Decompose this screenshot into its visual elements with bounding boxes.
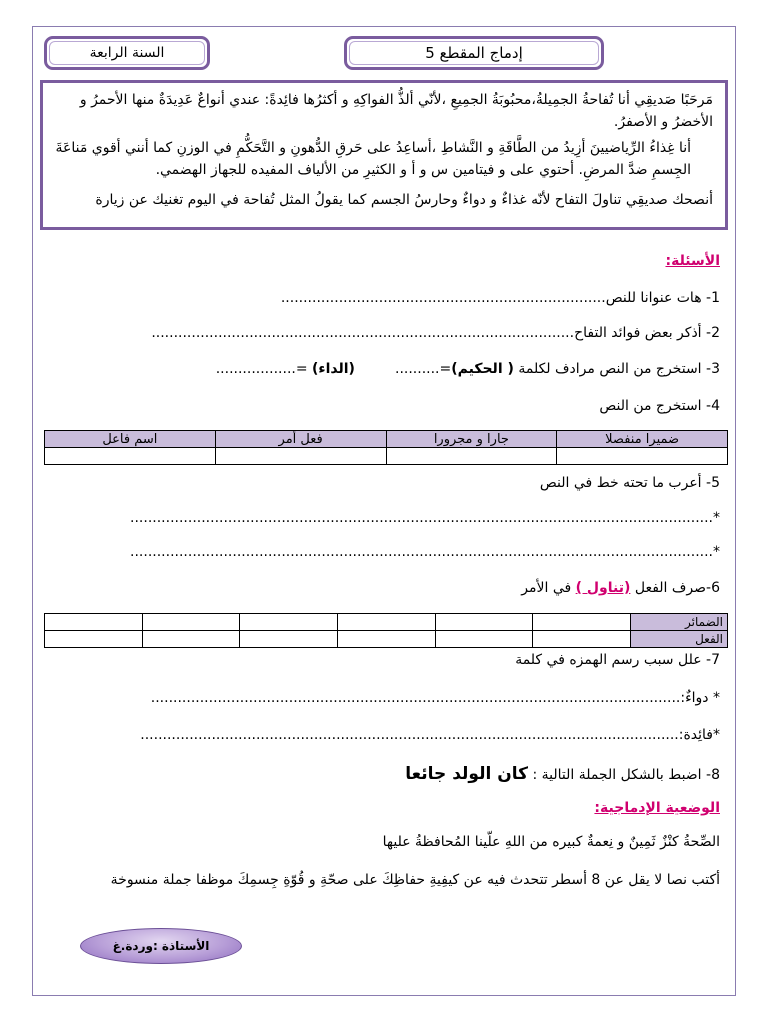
reading-text (40, 80, 728, 230)
q5-answer-line-2: *................................................................................................................................... (130, 544, 720, 560)
q8-prefix: 8- اضبط بالشكل الجملة التالية : (532, 767, 720, 783)
teacher-badge (80, 928, 242, 964)
table-row (45, 614, 728, 631)
conjugation-table (44, 613, 728, 648)
answer-cell[interactable] (215, 448, 386, 465)
title-box (344, 36, 604, 70)
q7-answer-line-2: *فائِدة:......................................................................................................................... (140, 727, 720, 743)
questions-heading: الأسئلة: (665, 253, 720, 269)
text-paragraph-3: أنصحك صديقِي تناولَ التفاح لأنّه غذاءٌ و دواءٌ وحارسُ الجسم كما يقولُ المثل تُفاحة في اليوم تغنيك عن زيارة (95, 192, 713, 208)
answer-cell[interactable] (435, 631, 533, 648)
q8-sentence: كان الولد جائعا (405, 764, 528, 784)
answer-cell[interactable] (338, 614, 436, 631)
answer-cell[interactable] (533, 631, 631, 648)
table-row (45, 448, 728, 465)
integration-heading: الوضعية الإدماجية: (594, 800, 720, 816)
q3-word-1: ( الحكيم) (451, 361, 514, 377)
text-paragraph-2: أنا غِذاءُ الرِّياضيينَ أزِيدُ من الطَّاقَةِ و النَّشاطِ ،أساعِدُ على حَرقِ الدُّهونِ و التَّحَكُّمِ في الوزنِ كما أنني أقوي مَناعَةَ الجِسمِ ضدَّ المرضِ. أحتوي على و فيتامين س و أ و الكثيرِ من الألياف المفيده للجهاز الهضمي. (55, 140, 691, 178)
row-label-pronouns: الضمائر (631, 614, 728, 631)
question-8 (405, 764, 720, 784)
table-row (45, 631, 728, 648)
answer-cell[interactable] (338, 631, 436, 648)
q6-suffix: في الأمر (521, 580, 572, 596)
table-row (45, 431, 728, 448)
question-1: 1- هات عنوانا للنص......................................................................... (280, 290, 720, 306)
question-3 (216, 361, 720, 377)
table-header-cell: ضميرا منفصلا (557, 431, 728, 448)
question-2: 2- أذكر بعض فوائد التفاح............................................................................................... (151, 325, 720, 341)
integration-line-1: الصِّحةُ كنْزٌ ثَمِينٌ و نِعمةٌ كبيره من اللهِ علّينا المُحافظةُ عليها (382, 834, 720, 850)
teacher-name: الأستاذة :وردة.غ (112, 939, 210, 953)
q6-verb: (تناول ) (575, 580, 631, 596)
level-label: السنة الرابعة (89, 45, 165, 61)
question-6 (521, 580, 720, 596)
text-paragraph-1: مَرحَبًا صَديقِي أنا تُفاحةُ الجمِيلةُ،محبُوبَةُ الجمِيعِ ،لأنّي ألذُّ الفواكِهِ و أكثرُها فائِدةً: عندي أنواعٌ عَدِيدَةٌ منها الأحمرُ و الأخضرُ و الأصفرُ. (79, 92, 713, 130)
page-title: إدماج المقطع 5 (425, 44, 523, 62)
answer-cell[interactable] (533, 614, 631, 631)
answer-cell[interactable] (435, 614, 533, 631)
question-4: 4- استخرج من النص (599, 398, 720, 414)
q5-answer-line-1: *................................................................................................................................... (130, 510, 720, 526)
q7-answer-line-1: * دواءٌ:....................................................................................................................... (150, 690, 720, 706)
question-5: 5- أعرب ما تحته خط في النص (539, 475, 720, 491)
answer-cell[interactable] (45, 631, 143, 648)
table-header-cell: اسم فاعل (45, 431, 216, 448)
integration-line-2: أكتب نصا لا يقل عن 8 أسطر تتحدث فيه عن كيفِيةِ حفاظِكَ على صحّةِ و قُوّةِ جِسمِكَ موظفا جملة منسوخة (110, 872, 720, 888)
q3-prefix: 3- استخرج من النص مرادف لكلمة (518, 361, 720, 377)
answer-cell[interactable] (142, 614, 240, 631)
answer-cell[interactable] (240, 631, 338, 648)
answer-cell[interactable] (45, 614, 143, 631)
q3-blank-1: =.......... (395, 361, 452, 377)
level-box (44, 36, 210, 70)
answer-cell[interactable] (45, 448, 216, 465)
answer-cell[interactable] (557, 448, 728, 465)
q6-prefix: 6-صرف الفعل (634, 580, 720, 596)
table-header-cell: فعل أمر (215, 431, 386, 448)
q3-blank-2: =.................. (215, 361, 308, 377)
table-header-cell: جارا و مجرورا (386, 431, 557, 448)
answer-cell[interactable] (386, 448, 557, 465)
q3-word-2: (الداء) (312, 361, 355, 377)
question-7: 7- علل سبب رسم الهمزه في كلمة (515, 652, 720, 668)
extraction-table (44, 430, 728, 465)
answer-cell[interactable] (240, 614, 338, 631)
row-label-verb: الفعل (631, 631, 728, 648)
answer-cell[interactable] (142, 631, 240, 648)
